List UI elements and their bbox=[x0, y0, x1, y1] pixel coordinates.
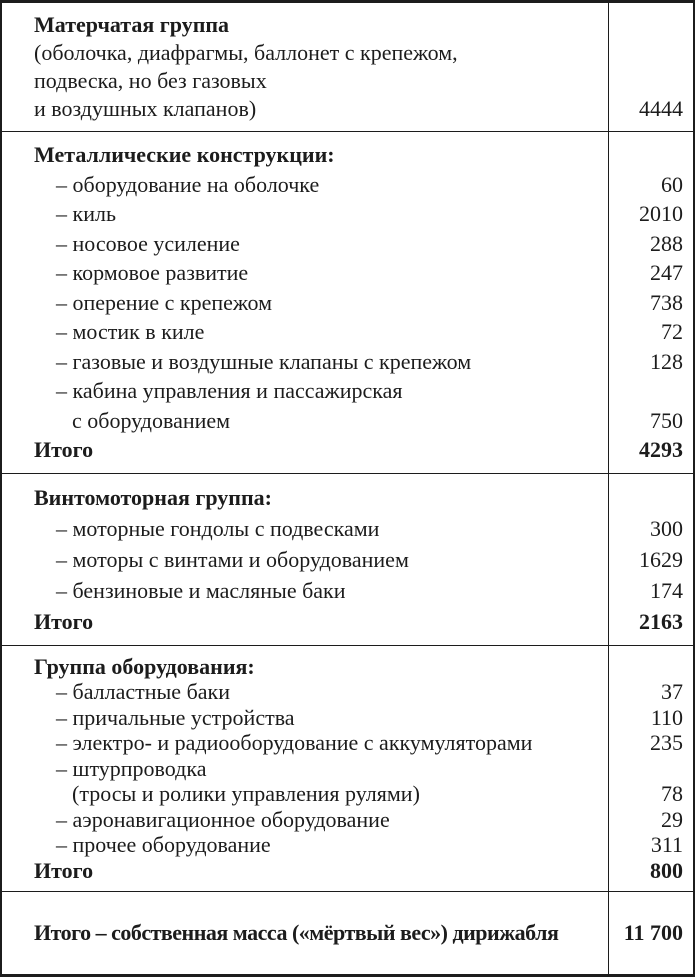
table-row bbox=[2, 347, 693, 377]
table-section-fabric-group bbox=[2, 3, 693, 131]
row-value: 1629 bbox=[639, 546, 683, 572]
row-label: Матерчатая группа bbox=[34, 12, 230, 37]
row-value: 11 700 bbox=[623, 920, 683, 945]
row-label: (тросы и ролики управления рулями) bbox=[72, 781, 420, 806]
row-label: – электро- и радиооборудование с аккумуляторами bbox=[56, 730, 533, 755]
row-value: 29 bbox=[661, 806, 683, 832]
table-row bbox=[2, 406, 693, 436]
table-row bbox=[2, 679, 693, 705]
row-value bbox=[608, 482, 693, 513]
row-label: – аэронавигационное оборудование bbox=[56, 806, 390, 832]
table-row bbox=[2, 376, 693, 406]
row-value: 60 bbox=[661, 171, 683, 197]
row-label: – штурпроводка bbox=[56, 755, 207, 781]
table-section-grand-total bbox=[2, 891, 693, 974]
table-row bbox=[2, 756, 693, 782]
row-value: 288 bbox=[650, 230, 683, 256]
row-label: – мостик в киле bbox=[56, 319, 205, 344]
table-row bbox=[2, 199, 693, 229]
row-value bbox=[608, 376, 693, 406]
row-value: 2163 bbox=[639, 608, 683, 634]
table-row bbox=[2, 288, 693, 318]
row-value: 2010 bbox=[639, 201, 683, 226]
table-row bbox=[2, 170, 693, 200]
row-value bbox=[608, 756, 693, 782]
row-label: – моторные гондолы с подвесками bbox=[56, 515, 380, 541]
row-value: 800 bbox=[650, 857, 683, 883]
table-row bbox=[2, 435, 693, 465]
row-value: 311 bbox=[650, 832, 683, 857]
table-row bbox=[2, 832, 693, 858]
row-label: – оборудование на оболочке bbox=[56, 171, 320, 197]
table-row bbox=[2, 140, 693, 170]
table-row bbox=[2, 918, 693, 948]
row-value: 4293 bbox=[639, 437, 683, 462]
row-label: Итого – собственная масса («мёртвый вес») дирижабля bbox=[34, 920, 559, 945]
row-label: – кабина управления и пассажирская bbox=[56, 378, 403, 403]
row-label: с оборудованием bbox=[72, 407, 231, 433]
row-value: 174 bbox=[650, 577, 683, 603]
row-label: Винтомоторная группа: bbox=[34, 484, 272, 510]
row-value: 78 bbox=[661, 781, 683, 806]
table-row bbox=[2, 654, 693, 680]
table-row bbox=[2, 730, 693, 756]
table-row bbox=[2, 858, 693, 884]
table-row bbox=[2, 513, 693, 544]
row-label: Итого bbox=[34, 437, 94, 462]
row-label: Металлические конструкции: bbox=[34, 142, 335, 167]
table-row bbox=[2, 575, 693, 606]
table-row bbox=[2, 258, 693, 288]
table-row bbox=[2, 229, 693, 259]
row-label: – бензиновые и масляные баки bbox=[56, 577, 346, 603]
row-value: 110 bbox=[650, 704, 683, 730]
row-value bbox=[608, 39, 693, 67]
row-label: подвеска, но без газовых bbox=[34, 68, 267, 93]
row-value: 128 bbox=[650, 348, 683, 374]
row-label: – моторы с винтами и оборудованием bbox=[56, 546, 409, 572]
table-section-engine-group bbox=[2, 473, 693, 645]
table-row bbox=[2, 482, 693, 513]
row-value: 37 bbox=[661, 679, 683, 704]
row-value bbox=[608, 11, 693, 39]
row-label: – оперение с крепежом bbox=[56, 289, 273, 315]
table-row bbox=[2, 544, 693, 575]
row-value: 247 bbox=[650, 260, 683, 285]
row-label: Группа оборудования: bbox=[34, 653, 255, 679]
row-value: 72 bbox=[661, 319, 683, 344]
table-row bbox=[2, 705, 693, 731]
table-row bbox=[2, 606, 693, 637]
row-label: – киль bbox=[56, 201, 116, 226]
row-value: 4444 bbox=[639, 96, 683, 121]
row-value bbox=[608, 67, 693, 95]
table-body bbox=[2, 3, 693, 974]
row-value: 300 bbox=[650, 515, 683, 541]
row-label: – газовые и воздушные клапаны с крепежом bbox=[56, 348, 472, 374]
row-label: – прочее оборудование bbox=[56, 832, 271, 857]
row-label: и воздушных клапанов) bbox=[34, 96, 257, 121]
table-row bbox=[2, 807, 693, 833]
row-label: Итого bbox=[34, 857, 94, 883]
table-section-metal-structures bbox=[2, 131, 693, 473]
table-row bbox=[2, 11, 693, 39]
table-row bbox=[2, 781, 693, 807]
row-label: – кормовое развитие bbox=[56, 260, 249, 285]
table-row bbox=[2, 39, 693, 67]
row-value bbox=[608, 654, 693, 680]
row-label: – балластные баки bbox=[56, 679, 230, 704]
row-value: 738 bbox=[650, 289, 683, 315]
table-row bbox=[2, 67, 693, 95]
row-value bbox=[608, 140, 693, 170]
table-section-equipment-group bbox=[2, 645, 693, 892]
table-row bbox=[2, 317, 693, 347]
row-value: 235 bbox=[650, 730, 683, 755]
row-label: Итого bbox=[34, 608, 94, 634]
table-row bbox=[2, 95, 693, 123]
row-label: – причальные устройства bbox=[56, 704, 295, 730]
row-label: (оболочка, диафрагмы, баллонет с крепежом, bbox=[34, 40, 458, 65]
column-divider bbox=[608, 3, 609, 974]
row-value: 750 bbox=[650, 407, 683, 433]
row-label: – носовое усиление bbox=[56, 230, 240, 256]
